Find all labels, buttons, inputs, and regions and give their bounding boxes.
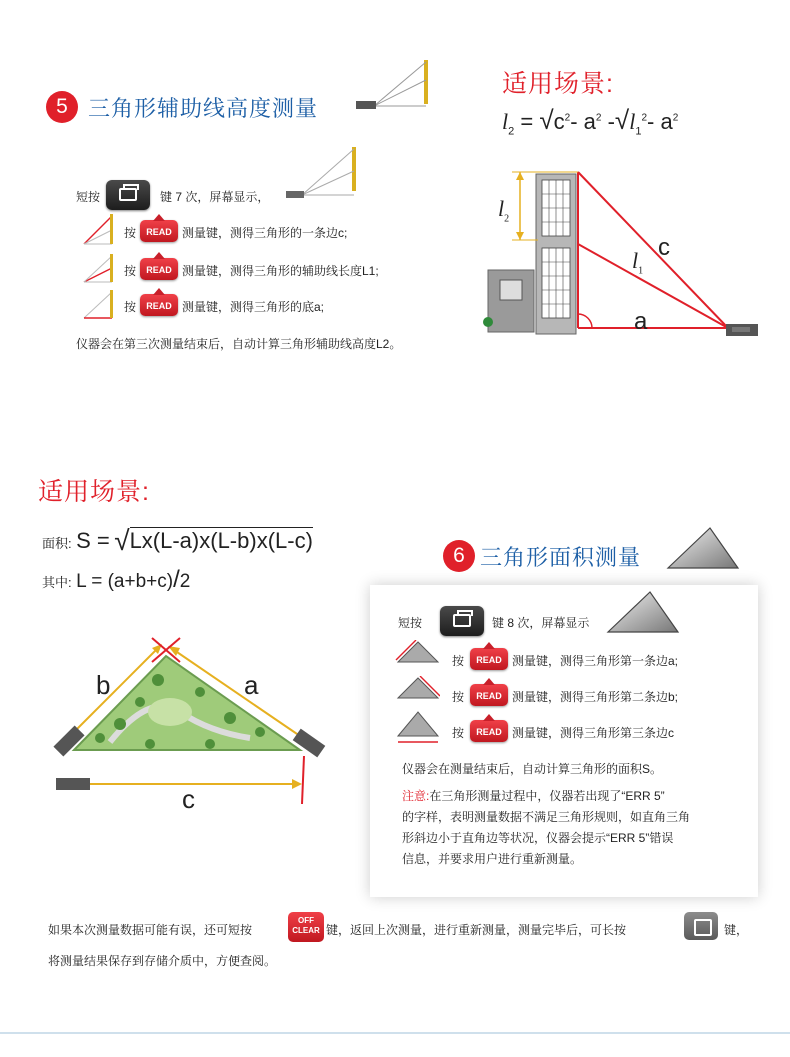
footer-text-line2: 将测量结果保存到存储介质中，方便查阅。: [48, 954, 277, 968]
read-measure-button[interactable]: READ: [470, 684, 508, 706]
section6-step2-text: 测量键，测得三角形第二条边b;: [512, 690, 679, 704]
footer-text-line1-part3: 键，: [724, 923, 749, 937]
step2-press-label: 按: [124, 264, 137, 278]
note-label: 注意:: [402, 789, 430, 803]
section5-step3-text: 测量键，测得三角形的底a;: [182, 300, 325, 314]
section6-scene-title: 适用场景:: [38, 478, 150, 506]
section5-formula: $l_2 = √c^2-$ $a^2$ $-√l_1^2-$ $a^2$: [502, 105, 679, 138]
section5-key-count-label: 键 7 次，屏幕显示，: [160, 190, 270, 204]
read-measure-button[interactable]: READ: [470, 648, 508, 670]
footer-text-line1-part1: 如果本次测量数据可能有误，还可短按: [48, 923, 253, 937]
section5-number-badge: 5: [46, 91, 78, 123]
read-measure-button[interactable]: READ: [140, 258, 178, 280]
diagram5-label-l2: $l_2$: [498, 196, 510, 225]
step2-side-l1-icon: [80, 254, 116, 286]
bottom-divider: [0, 1032, 790, 1034]
section5-conclusion: 仪器会在第三次测量结束后，自动计算三角形辅助线高度L2。: [76, 337, 402, 351]
read-measure-button[interactable]: READ: [140, 220, 178, 242]
step1-side-c-icon: [80, 214, 116, 248]
diagram6-label-a: a: [244, 670, 259, 700]
area-triangle-title-icon: [664, 524, 742, 572]
section6-number-badge: 6: [443, 540, 475, 572]
diagram5-label-l1: $l_1$: [632, 248, 644, 277]
section5-short-press-label: 短按: [76, 190, 101, 204]
diagram5-label-a: a: [634, 308, 648, 335]
diagram5-label-c: c: [658, 234, 670, 261]
section6-step3-text: 测量键，测得三角形第三条边c: [512, 726, 675, 740]
step3-press-label: 按: [124, 300, 137, 314]
section6-title: 三角形面积测量: [480, 545, 642, 570]
section6-conclusion: 仪器会在测量结束后，自动计算三角形的面积S。: [402, 762, 663, 776]
save-button[interactable]: [684, 912, 718, 940]
height-screen-icon: [282, 145, 362, 205]
area-formula: 面积: S = √Lx(L-a)x(L-b)x(L-c): [42, 525, 313, 556]
section6-short-press-label: 短按: [398, 616, 423, 630]
step1-press-label: 按: [124, 226, 137, 240]
section6-note: 注意:在三角形测量过程中，仪器若出现了“ERR 5” 的字样，表明测量数据不满足三角形规则，如直角三角 形斜边小于直角边等状况，仪器会提示“ERR 5”错误 信息，并要求用户进行重新测量。: [402, 789, 691, 866]
area-step2-press-label: 按: [452, 690, 465, 704]
read-measure-button[interactable]: READ: [470, 720, 508, 742]
section5-title: 三角形辅助线高度测量: [88, 96, 319, 121]
area-screen-icon: [606, 590, 680, 636]
off-clear-button[interactable]: OFF CLEAR: [288, 912, 324, 942]
step3-side-a-icon: [80, 290, 116, 322]
perimeter-formula: 其中: L = (a+b+c)/2: [42, 566, 191, 593]
area-step2-side-b-icon: [394, 676, 440, 702]
section6-step1-text: 测量键，测得三角形第一条边a;: [512, 654, 679, 668]
area-step3-side-c-icon: [394, 708, 440, 746]
read-measure-button[interactable]: READ: [140, 294, 178, 316]
section5-step1-text: 测量键，测得三角形的一条边c;: [182, 226, 348, 240]
area-step3-press-label: 按: [452, 726, 465, 740]
area-step1-side-a-icon: [394, 640, 440, 666]
section5-step2-text: 测量键，测得三角形的辅助线长度L1;: [182, 264, 379, 278]
function-key-button[interactable]: [106, 180, 150, 210]
diagram6-label-c: c: [182, 784, 195, 814]
section5-scene-title: 适用场景:: [502, 70, 614, 98]
height-triangle-icon: [350, 58, 440, 118]
function-key-button[interactable]: [440, 606, 484, 636]
formula-l2: l: [502, 109, 509, 134]
footer-text-line1-part2: 键，返回上次测量，进行重新测量，测量完毕后，可长按: [326, 923, 627, 937]
area-step1-press-label: 按: [452, 654, 465, 668]
diagram6-label-b: b: [96, 670, 111, 700]
section6-key-count-label: 键 8 次，屏幕显示: [492, 616, 590, 630]
